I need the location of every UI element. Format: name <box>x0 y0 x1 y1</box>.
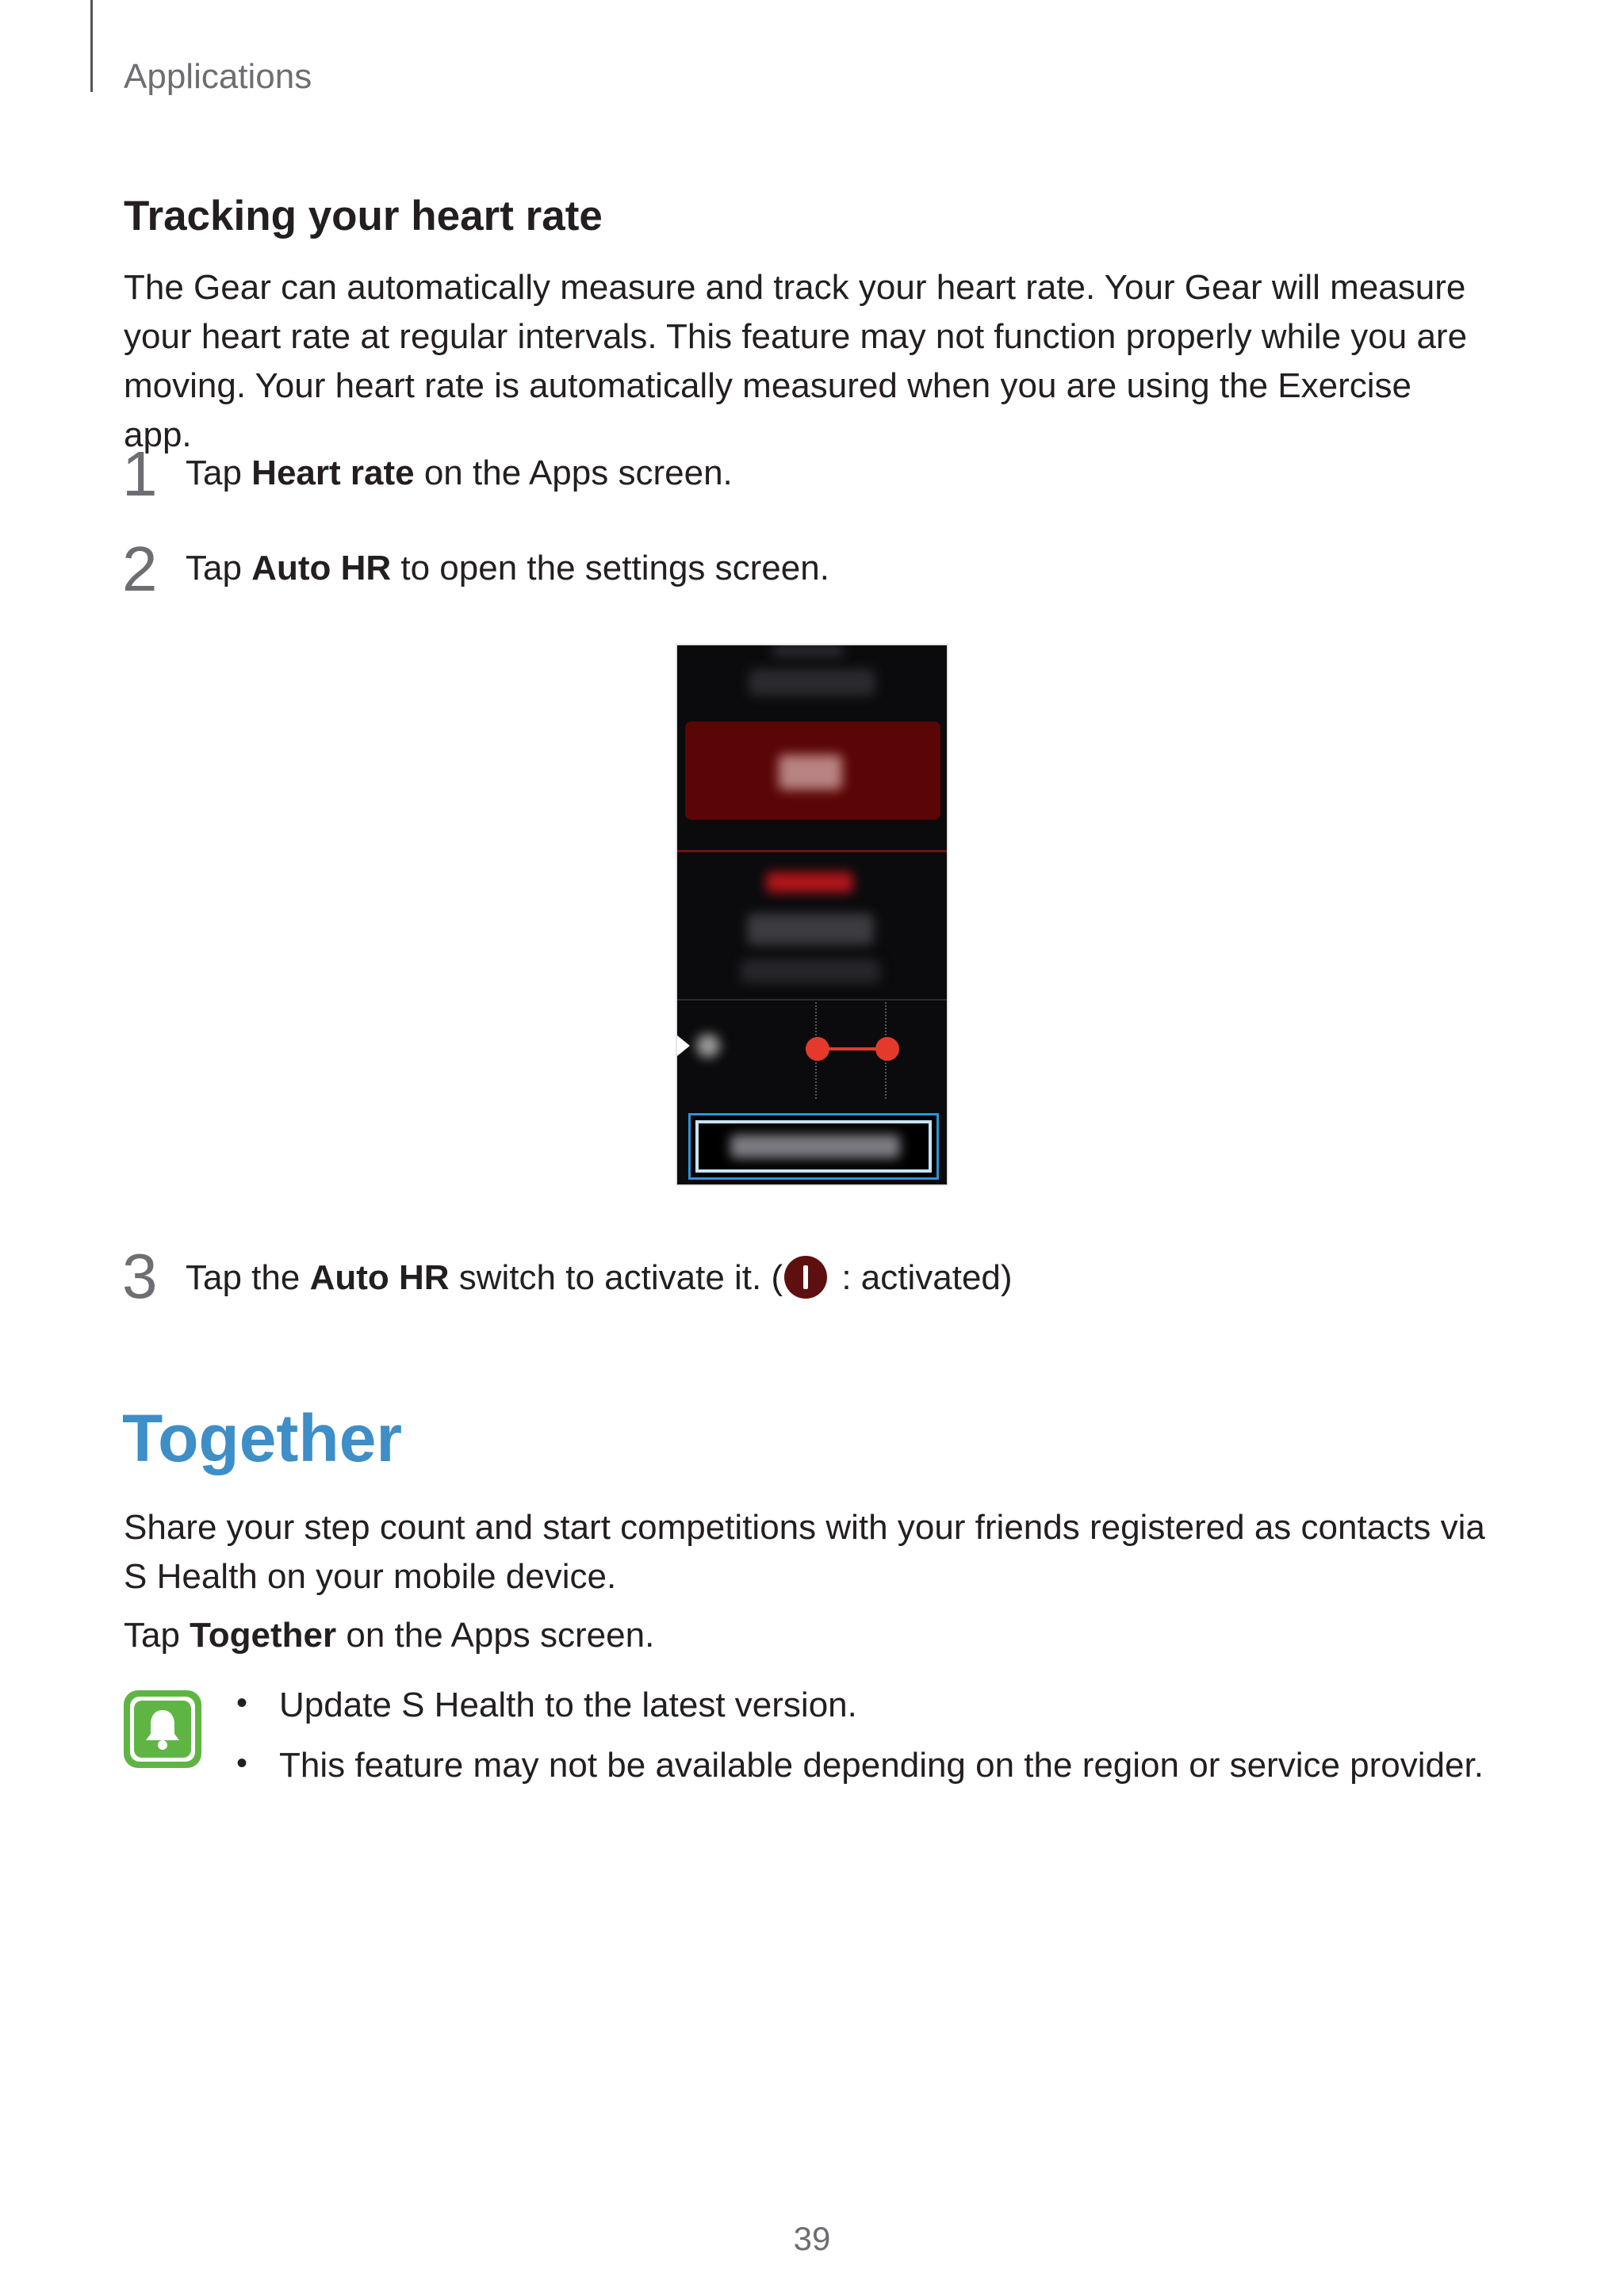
knob-icon <box>696 1034 720 1058</box>
note-item: Update S Health to the latest version. <box>279 1686 857 1724</box>
auto-hr-button[interactable] <box>688 1113 939 1180</box>
focus-ring <box>695 1120 932 1173</box>
page-number: 39 <box>793 2220 831 2257</box>
section-title: Tracking your heart rate <box>124 193 603 239</box>
step-number: 3 <box>122 1241 158 1311</box>
step-number: 1 <box>122 438 158 509</box>
blurred-text <box>730 1135 900 1158</box>
header-rule <box>90 0 93 92</box>
intro-paragraph: The Gear can automatically measure and track your heart rate. Your Gear will measure your heart rate at regular intervals. This feature may not function properly while you are moving. Your heart rate is automatically measured when you are using the Exercise app. <box>124 268 1468 454</box>
watch-screenshot <box>676 644 948 1186</box>
toggle-on-icon <box>784 1256 827 1299</box>
blurred-text <box>766 872 853 893</box>
blurred-text <box>747 913 874 945</box>
note-icon <box>124 1690 201 1768</box>
blurred-text <box>749 669 875 696</box>
range-dot <box>806 1037 829 1061</box>
together-paragraph: Share your step count and start competitions with your friends registered as contacts via S Health on your mobile device. <box>124 1508 1485 1596</box>
bullet: • <box>236 1686 248 1720</box>
running-header: Applications <box>124 57 312 96</box>
bell-icon <box>134 1701 191 1758</box>
blurred-text <box>779 755 842 790</box>
bullet: • <box>236 1746 248 1781</box>
together-title: Together <box>122 1401 403 1475</box>
note-icon-frame <box>130 1697 195 1762</box>
together-instruction: Tap Together on the Apps screen. <box>124 1616 655 1655</box>
step-text: Tap Auto HR to open the settings screen. <box>186 549 829 587</box>
step-number: 2 <box>122 534 158 604</box>
divider <box>677 850 948 852</box>
blurred-text <box>772 645 844 656</box>
step-text: Tap the Auto HR switch to activate it. ( : activated) <box>186 1256 1013 1299</box>
note-item: This feature may not be available depending on the region or service provider. <box>279 1746 1484 1785</box>
play-icon <box>677 1035 690 1056</box>
range-dot <box>875 1037 899 1061</box>
step-text: Tap Heart rate on the Apps screen. <box>186 453 733 492</box>
blurred-text <box>741 959 880 983</box>
divider <box>677 999 948 1001</box>
note-icon-fill <box>134 1701 191 1758</box>
